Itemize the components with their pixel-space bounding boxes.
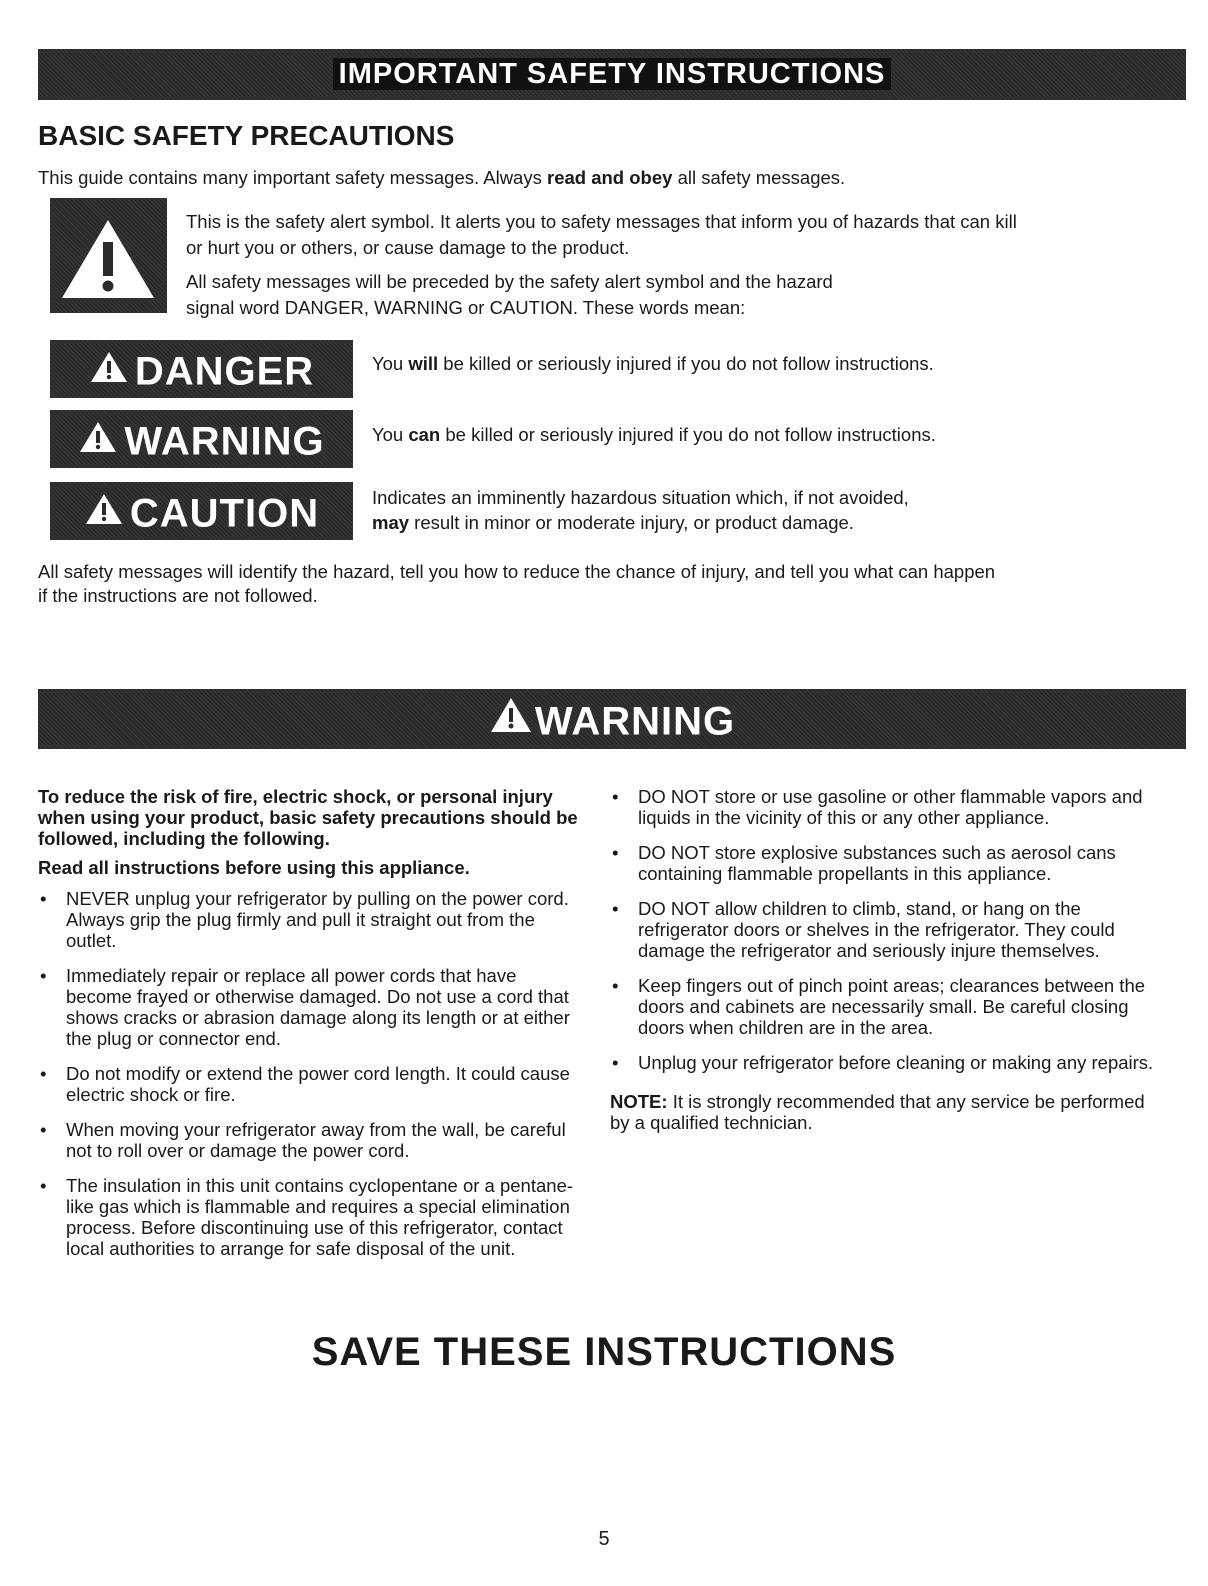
bullet-dot: • [612,898,619,919]
warning-word: WARNING [124,419,325,464]
alert-line-1: This is the safety alert symbol. It alerts you to safety messages that inform you of hazards that can kill [186,211,1017,232]
safety-alert-icon [50,198,167,313]
bullet-text: Do not modify or extend the power cord length. It could cause electric shock or fire. [66,1063,570,1105]
bullet-dot: • [612,786,619,807]
caution-word: CAUTION [129,491,320,536]
list-item [38,1119,586,1161]
bullet-dot: • [40,1119,47,1140]
bullet-dot: • [40,1175,47,1196]
bullet-text: Immediately repair or replace all power cords that have become frayed or otherwise damaged. Do not use a cord that shows cracks or abrasion damage along its length or at either the plug or connector end. [66,965,570,1049]
summary-line-2: if the instructions are not followed. [38,585,318,606]
page-number: 5 [598,1528,610,1550]
warning-banner [38,689,1186,749]
danger-word: DANGER [134,349,315,394]
warning-left-column [38,786,586,1259]
alert-line-2: or hurt you or others, or cause damage to the product. [186,237,630,258]
bullet-text: DO NOT store or use gasoline or other flammable vapors and liquids in the vicinity of this or any other appliance. [638,786,1143,828]
list-item [38,1063,586,1105]
list-item [610,975,1166,1038]
warning-label-box [50,410,353,468]
list-item [38,888,586,951]
warning-banner-alert-icon [489,691,533,751]
section-title: BASIC SAFETY PRECAUTIONS [38,120,455,151]
save-instructions-title: SAVE THESE INSTRUCTIONS [311,1330,897,1374]
list-item [38,1175,586,1259]
list-item [38,965,586,1049]
bullet-text: Keep fingers out of pinch point areas; clearances between the doors and cabinets are necessarily small. Be careful closing doors when children are in the area. [638,975,1146,1038]
danger-description: You will be killed or seriously injured if you do not follow instructions. [372,353,934,374]
warning-banner-label: WARNING [534,699,736,744]
bullet-text: When moving your refrigerator away from the wall, be careful not to roll over or damage the power cord. [66,1119,566,1161]
danger-alert-icon [89,342,129,400]
bullet-dot: • [40,888,47,909]
signal-line-2: signal word DANGER, WARNING or CAUTION. These words mean: [186,297,746,318]
bullet-text: DO NOT allow children to climb, stand, or hang on the refrigerator doors or shelves in the refrigerator. They could damage the refrigerator and seriously injure themselves. [638,898,1115,961]
list-item [610,842,1166,884]
bullet-text: NEVER unplug your refrigerator by pulling on the power cord. Always grip the plug firmly and pull it straight out from the outlet. [66,888,569,951]
summary-line-1: All safety messages will identify the hazard, tell you how to reduce the chance of injury, and tell you what can happen [38,561,996,582]
top-banner [38,49,1186,100]
top-banner-label: IMPORTANT SAFETY INSTRUCTIONS [333,58,892,90]
bullet-text: Unplug your refrigerator before cleaning or making any repairs. [638,1052,1154,1073]
bullet-dot: • [40,965,47,986]
note-paragraph: NOTE: It is strongly recommended that any service be performed by a qualified technician. [610,1091,1145,1133]
warning-description: You can be killed or seriously injured if you do not follow instructions. [372,424,936,445]
caution-description-line-1: Indicates an imminently hazardous situation which, if not avoided, [372,487,909,508]
caution-label-box [50,482,353,540]
danger-label-box [50,340,353,398]
intro-text: This guide contains many important safety messages. Always read and obey all safety messages. [38,167,846,188]
bullet-text: DO NOT store explosive substances such as aerosol cans containing flammable propellants in this appliance. [638,842,1116,884]
caution-description-line-2: may result in minor or moderate injury, or product damage. [372,512,854,533]
warning-lead: To reduce the risk of fire, electric shock, or personal injury when using your product, basic safety precautions should be followed, including the following. [38,786,578,849]
right-bullet-list [610,786,1166,1073]
list-item [610,786,1166,828]
bullet-dot: • [612,1052,619,1073]
bullet-dot: • [612,975,619,996]
warning-right-column [610,786,1166,1133]
caution-alert-icon [84,484,124,542]
warning-alert-icon [78,412,118,470]
bullet-dot: • [612,842,619,863]
list-item [610,1052,1166,1073]
list-item [610,898,1166,961]
signal-line-1: All safety messages will be preceded by the safety alert symbol and the hazard [186,271,833,292]
bullet-text: The insulation in this unit contains cyclopentane or a pentane-like gas which is flammable and requires a special elimination process. Before discontinuing use of this refrigerator, contact local authorities to arrange for safe disposal of the unit. [66,1175,574,1259]
read-all-instructions: Read all instructions before using this appliance. [38,857,470,878]
left-bullet-list [38,888,586,1259]
bullet-dot: • [40,1063,47,1084]
